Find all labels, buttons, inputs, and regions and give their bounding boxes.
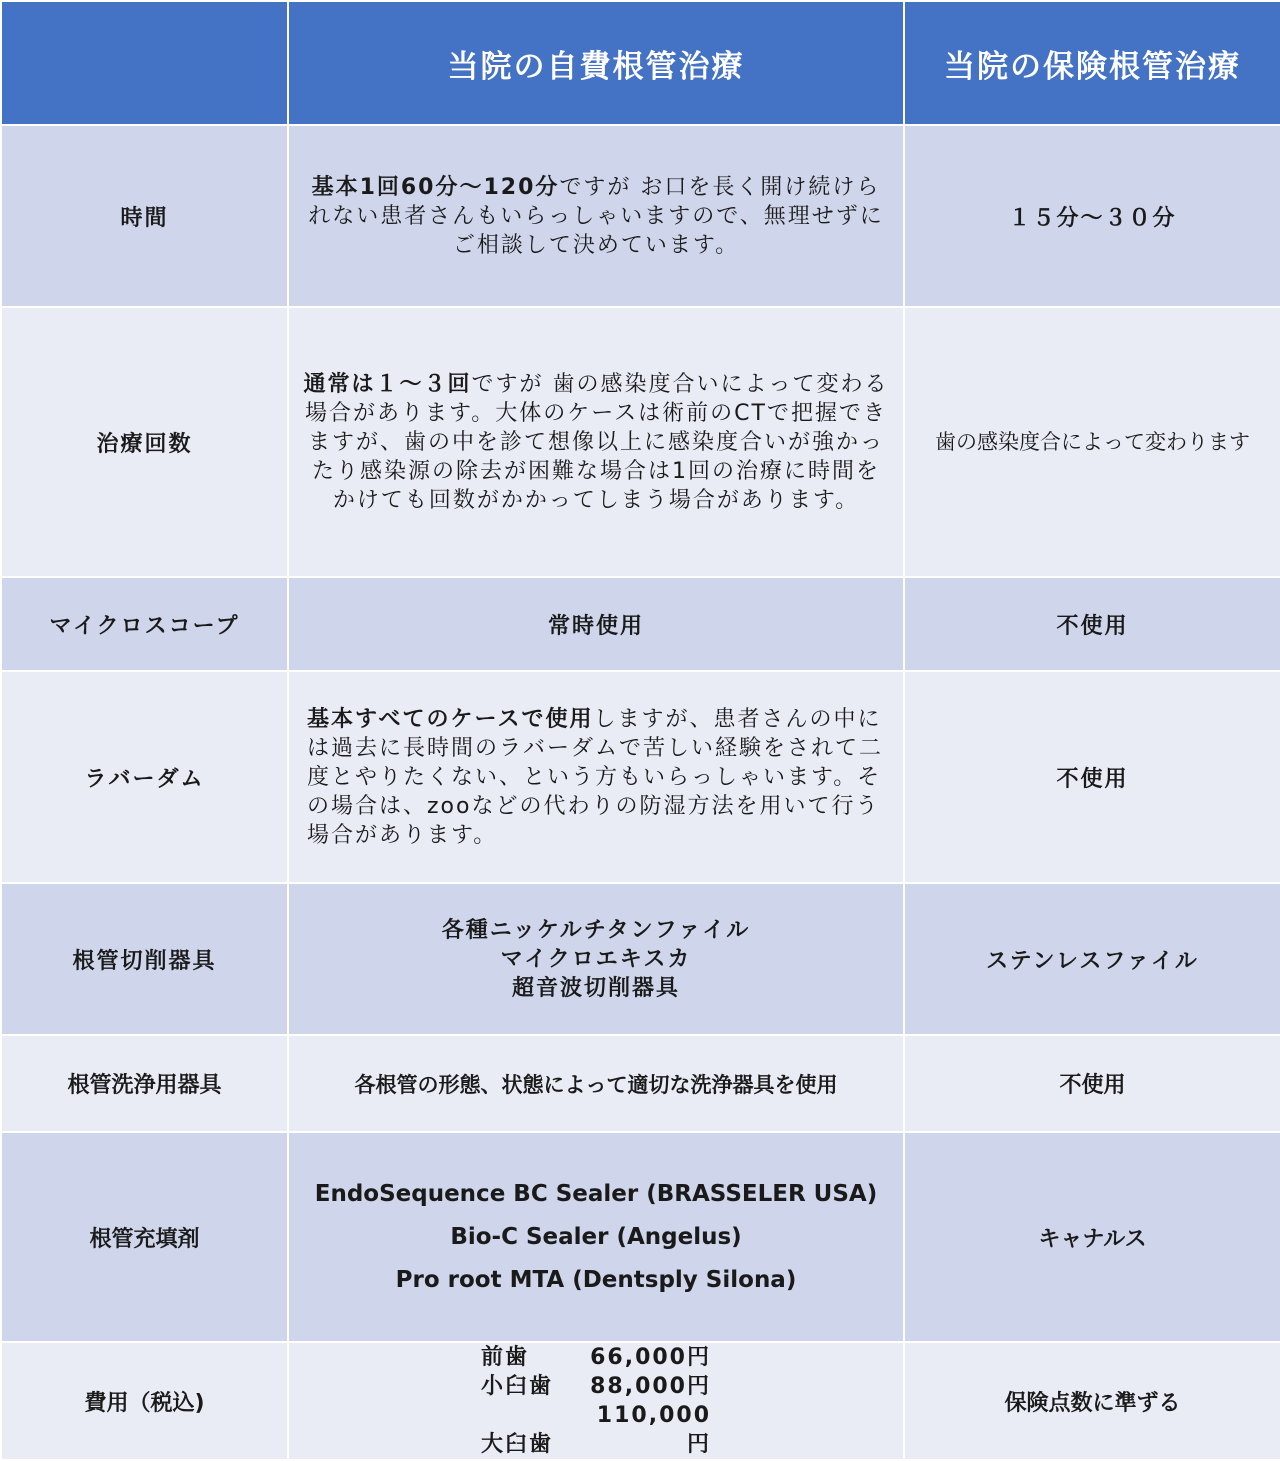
self-rubberdam-text: しますが、患者さんの中には過去に長時間のラバーダムで苦しい経験をされて二度とやりたくない、という方もいらっしゃいます。その場合は、zooなどの代わりの防湿方法を用いて行う場合があります。 [307, 706, 884, 848]
fee-tooth: 大臼歯 [481, 1432, 554, 1457]
self-cutting [288, 883, 904, 1035]
header-row [1, 1, 1280, 125]
row-label-irrigation: 根管洗浄用器具 [1, 1035, 288, 1132]
row-fee [1, 1342, 1280, 1460]
self-microscope: 常時使用 [288, 577, 904, 671]
insurance-fee: 保険点数に準ずる [904, 1342, 1280, 1460]
sealer-item: EndoSequence BC Sealer (BRASSELER USA) [314, 1180, 878, 1207]
sealer-item: Pro root MTA (Dentsply Silona) [395, 1266, 797, 1293]
self-count-bold: 通常は１～３回 [303, 371, 472, 397]
self-irrigation: 各根管の形態、状態によって適切な洗浄器具を使用 [288, 1035, 904, 1132]
header-self-pay: 当院の自費根管治療 [288, 1, 904, 125]
self-count-text: ですが 歯の感染度合いによって変わる場合があります。大体のケースは術前のCTで把握できますが、歯の中を診て想像以上に感染度合いが強かったり感染源の除去が困難な場合は1回の治療に時間をかけても回数がかかってしまう場合があります。 [305, 371, 889, 513]
row-label-fee: 費用（税込) [1, 1342, 288, 1460]
insurance-filling: キャナルス [904, 1132, 1280, 1342]
self-time-bold: 基本1回60分～120分 [311, 174, 560, 200]
row-label-count: 治療回数 [1, 307, 288, 577]
row-irrigation [1, 1035, 1280, 1132]
insurance-time: １５分～３０分 [904, 125, 1280, 307]
row-label-filling: 根管充填剤 [1, 1132, 288, 1342]
row-cutting [1, 883, 1280, 1035]
row-count [1, 307, 1280, 577]
row-time [1, 125, 1280, 307]
fee-row [481, 1372, 711, 1401]
insurance-microscope: 不使用 [904, 577, 1280, 671]
fee-row [481, 1401, 711, 1459]
row-label-rubberdam: ラバーダム [1, 671, 288, 883]
fee-price: 110,000円 [596, 1403, 711, 1457]
self-rubberdam-bold: 基本すべてのケースで使用 [307, 706, 594, 732]
fee-price: 66,000円 [590, 1345, 711, 1370]
row-label-cutting: 根管切削器具 [1, 883, 288, 1035]
self-filling [288, 1132, 904, 1342]
header-insurance: 当院の保険根管治療 [904, 1, 1280, 125]
self-cutting-line: 各種ニッケルチタンファイル [441, 917, 751, 943]
insurance-count: 歯の感染度合によって変わります [904, 307, 1280, 577]
fee-tooth: 前歯 [481, 1345, 530, 1370]
row-rubberdam [1, 671, 1280, 883]
insurance-cutting: ステンレスファイル [904, 883, 1280, 1035]
self-time-text: ですが お口を長く開け続けられない患者さんもいらっしゃいますので、無理せずにご相談して決めています。 [308, 174, 884, 258]
fee-tooth: 小臼歯 [481, 1374, 554, 1399]
insurance-rubberdam: 不使用 [904, 671, 1280, 883]
self-time [288, 125, 904, 307]
self-cutting-line: マイクロエキスカ [500, 946, 692, 972]
fee-row [481, 1343, 711, 1372]
insurance-irrigation: 不使用 [904, 1035, 1280, 1132]
sealer-item: Bio-C Sealer (Angelus) [450, 1223, 742, 1250]
self-fee [288, 1342, 904, 1460]
fee-list [481, 1343, 711, 1459]
row-microscope [1, 577, 1280, 671]
row-label-time: 時間 [1, 125, 288, 307]
self-cutting-line: 超音波切削器具 [511, 975, 680, 1001]
self-count [288, 307, 904, 577]
header-empty [1, 1, 288, 125]
row-label-microscope: マイクロスコープ [1, 577, 288, 671]
self-rubberdam [288, 671, 904, 883]
fee-price: 88,000円 [590, 1374, 711, 1399]
row-filling [1, 1132, 1280, 1342]
